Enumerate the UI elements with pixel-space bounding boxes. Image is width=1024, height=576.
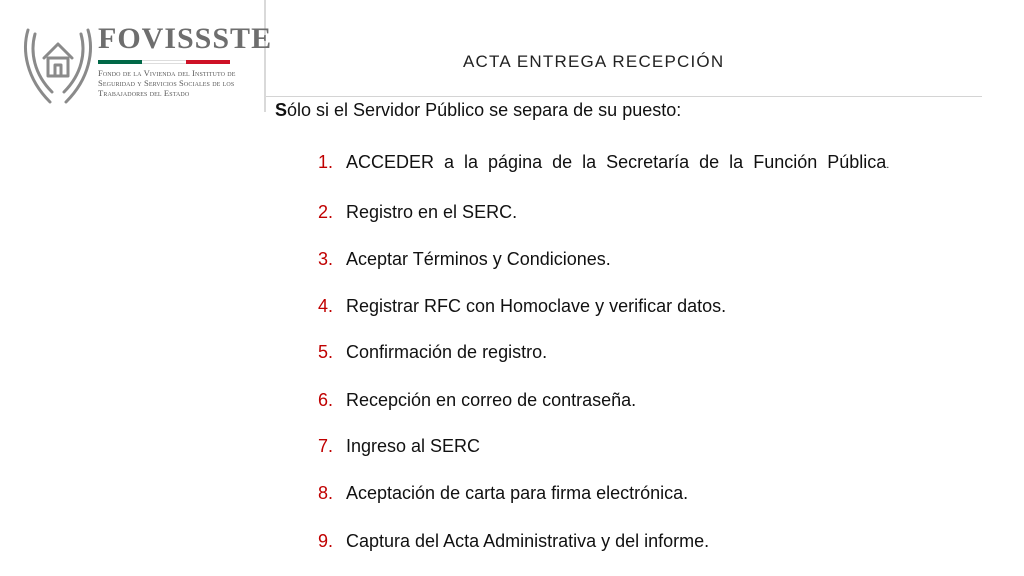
header-divider [266,96,982,97]
step-text: ACCEDER a la página de la Secretaría de la Función Pública [346,152,887,172]
logo-subtitle: Fondo de la Vivienda del Instituto de Seguridad y Servicios Sociales de los Trabajadores del Estado [98,68,236,98]
step-suffix: . [886,159,890,171]
step-item [318,435,480,457]
step-text: Recepción en correo de contraseña. [346,390,637,410]
slide-title: ACTA ENTREGA RECEPCIÓN [463,52,725,71]
step-text: Ingreso al SERC [346,436,481,456]
step-number: 5. [318,342,334,362]
step-number: 3. [318,249,334,269]
step-number: 2. [318,202,334,222]
step-item [318,201,517,223]
step-number: 7. [318,436,334,456]
step-number: 9. [318,531,334,551]
fovissste-logo [0,0,273,112]
step-number: 6. [318,390,334,410]
step-text: Registrar RFC con Homoclave y verificar datos. [346,296,727,316]
step-item [318,295,726,317]
step-item [318,151,889,176]
step-number: 1. [318,152,334,172]
step-item [318,389,636,411]
logo-name: FOVISSSTE [98,22,273,55]
step-text: Captura del Acta Administrativa y del informe. [346,531,710,551]
step-item [318,482,688,504]
intro-lead-letter: S [275,100,288,120]
step-item [318,341,547,363]
house-hands-logo-icon [20,20,96,106]
step-text: Aceptación de carta para firma electrónica. [346,483,689,503]
intro-text [275,99,681,121]
step-number: 8. [318,483,334,503]
step-item [318,530,709,552]
step-text: Aceptar Términos y Condiciones. [346,249,611,269]
step-text: Confirmación de registro. [346,342,548,362]
logo-flag-rule [98,60,230,64]
step-item [318,248,611,270]
intro-rest: ólo si el Servidor Público se separa de su puesto: [287,100,682,120]
step-number: 4. [318,296,334,316]
step-text: Registro en el SERC. [346,202,518,222]
